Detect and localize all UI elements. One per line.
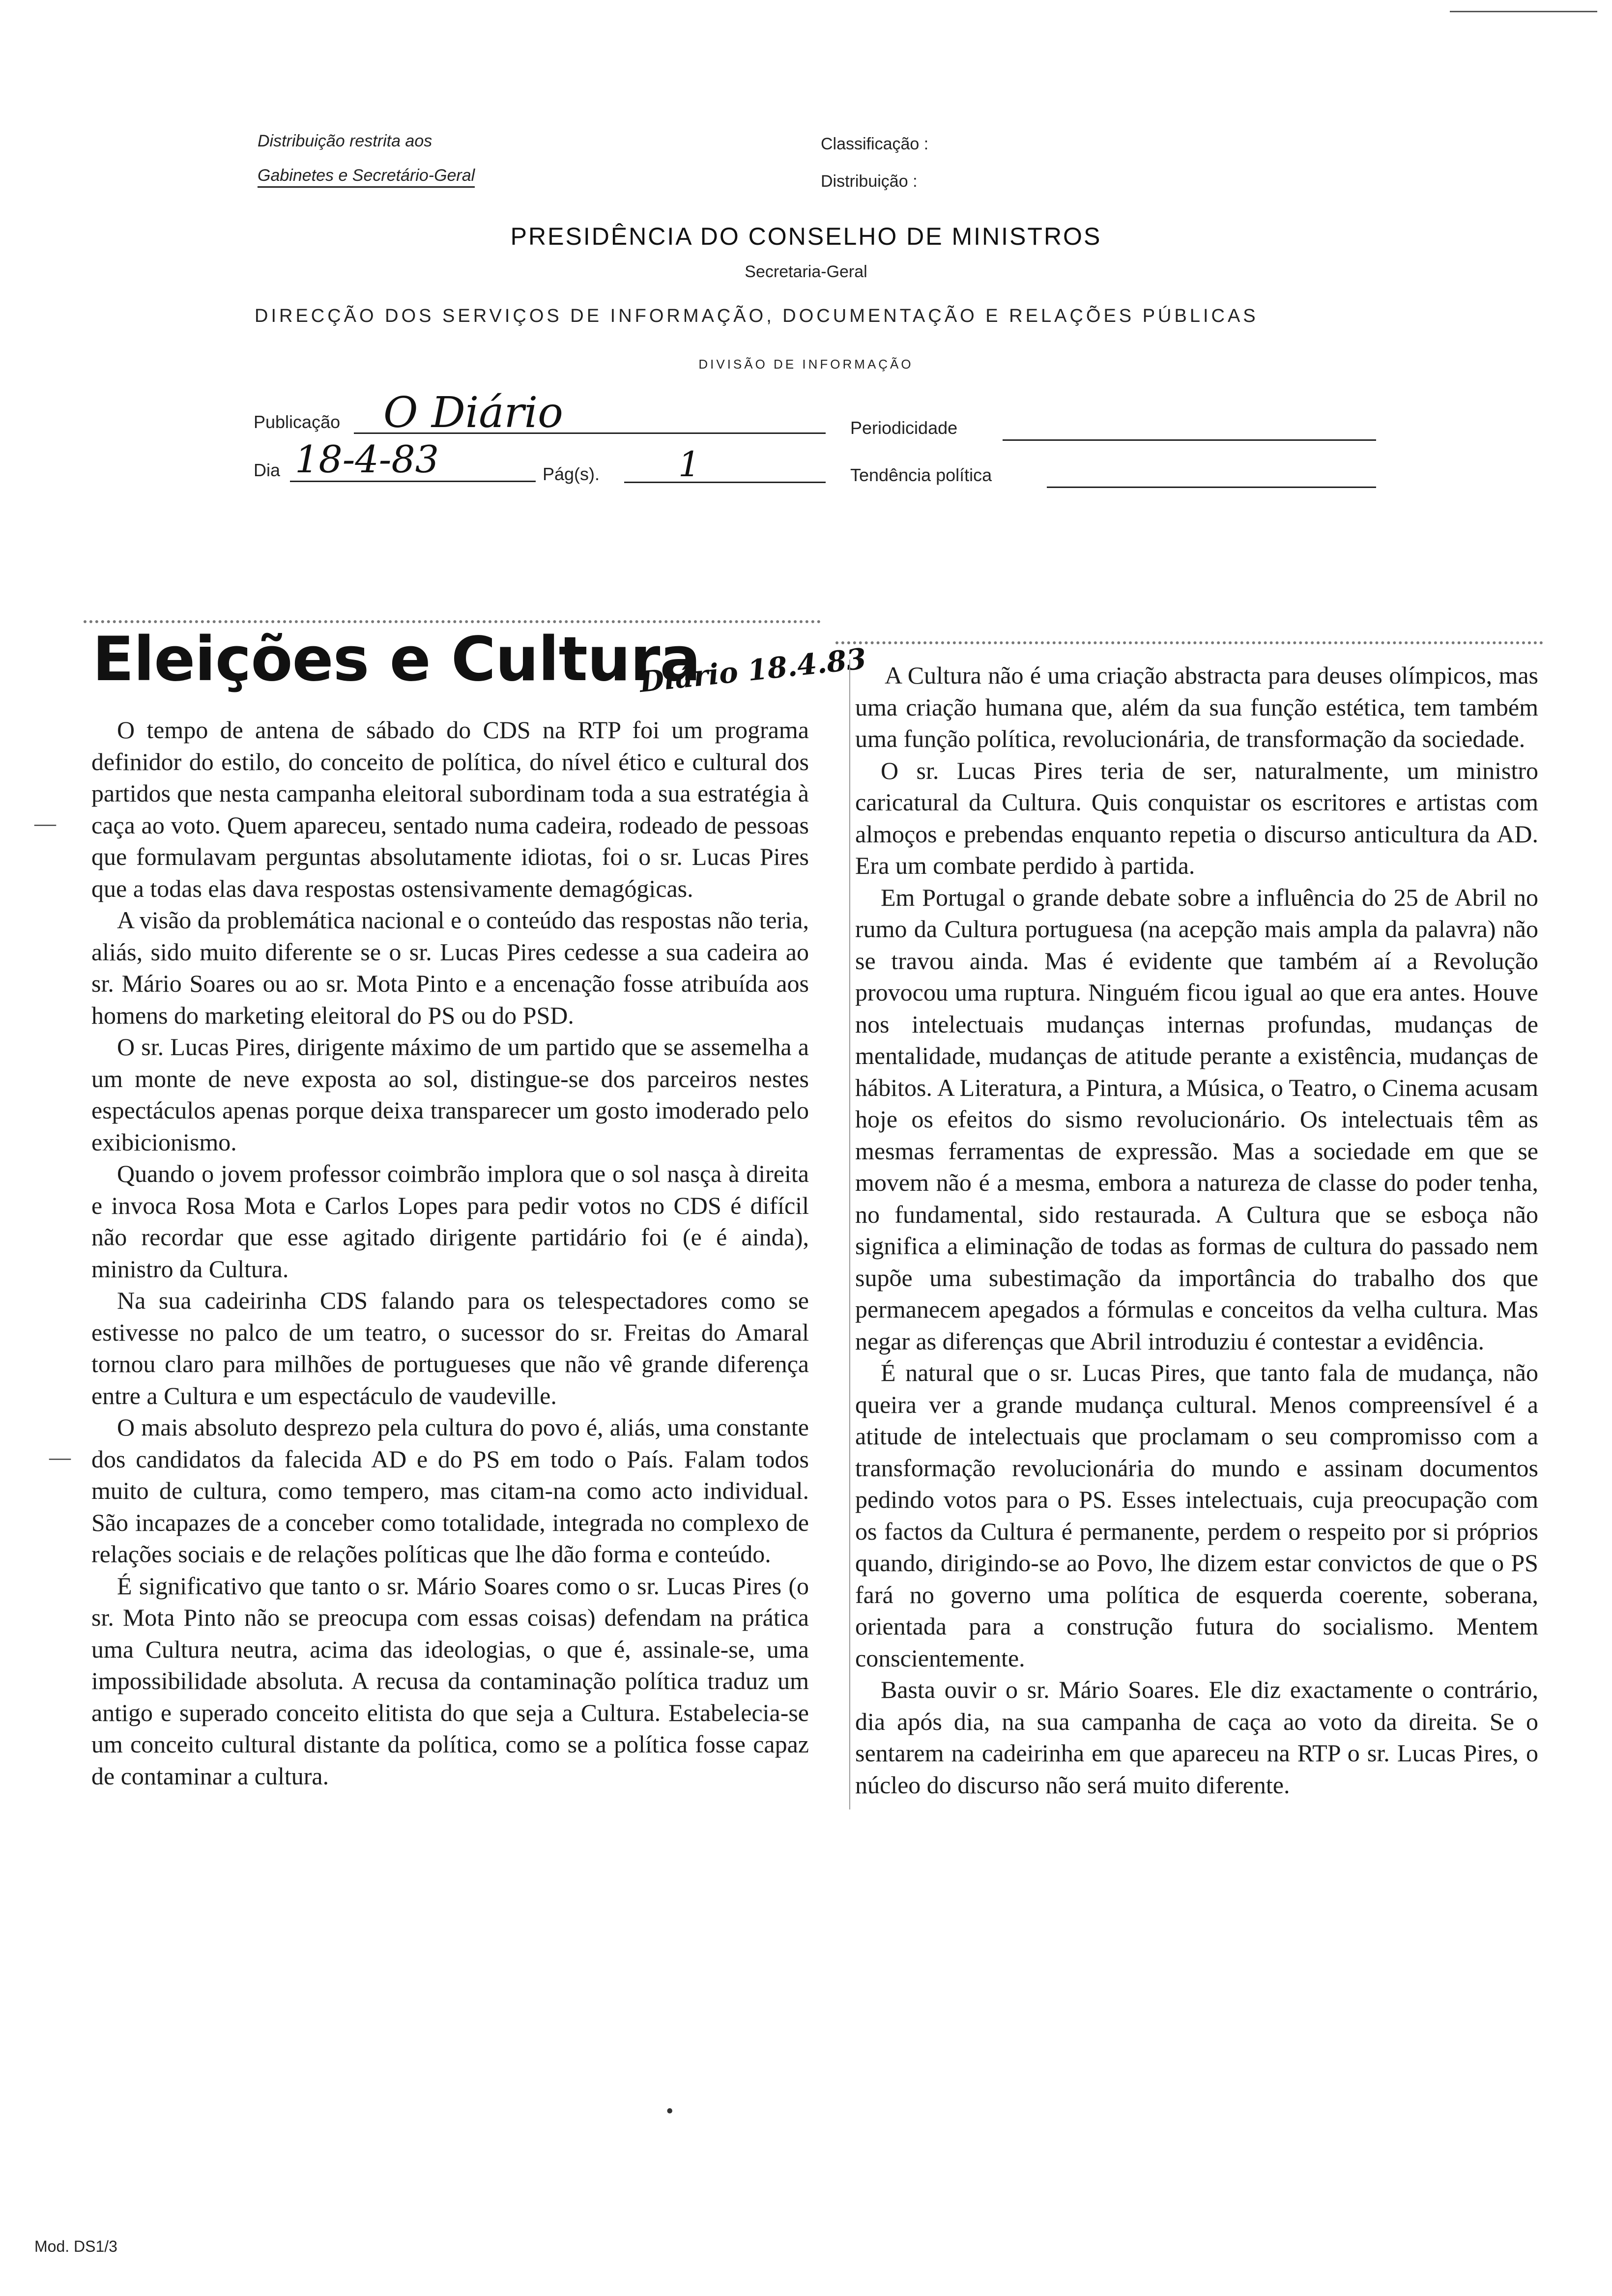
left-paragraph-7: É significativo que tanto o sr. Mário Soares como o sr. Lucas Pires (o sr. Mota Pinto não se preocupa com essas coisas) defendam na prática uma Cultura neutra, acima das ideologias, o que é, assinale-se, uma impossibilidade absoluta. A recusa da contaminação política traduz um antigo e superado conceito elitista do que seja a Cultura. Estabelecia-se um conceito cultural distante da política, como se a política fosse capaz de contaminar a cultura. <box>91 1572 809 1790</box>
left-paragraph-5: Na sua cadeirinha CDS falando para os telespectadores como se estivesse no palco de um teatro, o sucessor do sr. Freitas do Amaral tornou claro para milhões de portugueses que não vê grande diferença entre a Cultura e um espectáculo de vaudeville. <box>91 1287 809 1409</box>
left-paragraph-1: O tempo de antena de sábado do CDS na RTP foi um programa definidor do estilo, do conceito de política, do nível ético e cultural dos partidos que nesta campanha eleitoral subordinam toda a sua estratégia à caça ao voto. Quem apareceu, sentado numa cadeira, rodeado de pessoas que formulavam perguntas absolutamente idiotas, foi o sr. Lucas Pires que a todas elas dava respostas ostensivamente demagógicas. <box>91 716 809 902</box>
right-paragraph-2: O sr. Lucas Pires teria de ser, naturalmente, um ministro caricatural da Cultura. Quis conquistar os escritores e artistas com almoços e prebendas enquanto repetia o discurso anticultura da AD. Era um combate perdido à partida. <box>855 756 1538 879</box>
right-column-top-rule <box>835 641 1543 644</box>
pages-line <box>624 482 826 483</box>
form-code: Mod. DS1/3 <box>34 2238 117 2255</box>
margin-dot-mark: • <box>666 2099 674 2123</box>
division-name: DIVISÃO DE INFORMAÇÃO <box>698 357 914 372</box>
pages-label: Pág(s). <box>543 464 600 484</box>
classification-label: Classificação : <box>821 135 929 153</box>
left-paragraph-4: Quando o jovem professor coimbrão implora que o sol nasça à direita e invoca Rosa Mota e Carlos Lopes para pedir votos no CDS é difícil não recordar que esse agitado dirigente partidário foi (e é ainda), ministro da Cultura. <box>91 1160 809 1283</box>
pages-handwritten-value: 1 <box>678 444 700 485</box>
right-paragraph-5: Basta ouvir o sr. Mário Soares. Ele diz exactamente o contrário, dia após dia, na sua campanha de caça ao voto da direita. Se o sentarem na cadeirinha em que apareceu na RTP o sr. Lucas Pires, o núcleo do discurso não será muito diferente. <box>855 1676 1538 1799</box>
distribution-label: Distribuição : <box>821 172 918 191</box>
publication-handwritten-value: O Diário <box>383 388 563 437</box>
right-paragraph-3: Em Portugal o grande debate sobre a influência do 25 de Abril no rumo da Cultura portuguesa (na acepção mais ampla da palavra) não se travou ainda. Mas é evidente que também aí a Revolução provocou uma ruptura. Ninguém ficou igual ao que era antes. Houve nos intelectuais mudanças internas profundas, mudanças de mentalidade, mudanças de atitude perante a existência, mudanças de hábitos. A Literatura, a Pintura, a Música, o Teatro, o Cinema acusam hoje os efeitos do sismo revolucionário. Os intelectuais têm as mesmas ferramentas de expressão. Mas a sociedade em que se movem não é a mesma, embora a natureza de classe do poder tenha, no fundamental, sido restaurada. A Cultura que se esboça não significa a eliminação de todas as formas de cultura do passado nem supõe uma subestimação da importância do trabalho dos que permanecem apegados a fórmulas e conceitos da velha cultura. Mas negar as diferenças que Abril introduziu é contestar a evidência. <box>855 883 1538 1355</box>
article-left-column <box>91 714 809 2009</box>
margin-dash-mark: — <box>49 1445 71 1469</box>
tendency-label: Tendência política <box>850 465 992 485</box>
left-paragraph-6: O mais absoluto desprezo pela cultura do povo é, aliás, uma constante dos candidatos da falecida AD e do PS em todo o País. Falam todos muito de cultura, como tempero, mas citam-na como acto individual. São incapazes de a conceber como totalidade, integrada no complexo de relações sociais e de relações políticas que lhe dão forma e conteúdo. <box>91 1413 809 1568</box>
day-label: Dia <box>254 460 281 480</box>
scan-artifact-line <box>1450 11 1597 12</box>
distribution-restriction-line2: Gabinetes e Secretário-Geral <box>258 166 475 188</box>
office-title: PRESIDÊNCIA DO CONSELHO DE MINISTROS <box>510 223 1102 250</box>
margin-dash-mark: — <box>34 811 56 835</box>
left-paragraph-2: A visão da problemática nacional e o conteúdo das respostas não teria, aliás, sido muito diferente se o sr. Lucas Pires cedesse a sua cadeira ao sr. Mário Soares ou ao sr. Mota Pinto e a encenação fosse atribuída aos homens do marketing eleitoral do PS ou do PSD. <box>91 906 809 1029</box>
periodicity-label: Periodicidade <box>850 418 958 438</box>
department-name: DIRECÇÃO DOS SERVIÇOS DE INFORMAÇÃO, DOCUMENTAÇÃO E RELAÇÕES PÚBLICAS <box>255 306 1259 326</box>
title-top-rule <box>84 620 821 623</box>
publication-label: Publicação <box>254 412 341 432</box>
article-right-column <box>849 660 1538 1809</box>
day-handwritten-value: 18-4-83 <box>295 437 439 481</box>
tendency-line <box>1047 487 1376 488</box>
handwritten-source-annotation: Diário 18.4.83 <box>637 641 868 699</box>
article-title: Eleições e Cultura <box>92 624 701 695</box>
right-paragraph-1: A Cultura não é uma criação abstracta para deuses olímpicos, mas uma criação humana que, além da sua função estética, tem também uma função política, revolucionária, de transformação da sociedade. <box>855 661 1538 752</box>
left-paragraph-3: O sr. Lucas Pires, dirigente máximo de um partido que se assemelha a um monte de neve exposta ao sol, distingue-se dos parceiros nestes espectáculos apenas porque deixa transparecer um gosto imoderado pelo exibicionismo. <box>91 1033 809 1156</box>
office-subtitle: Secretaria-Geral <box>745 262 867 281</box>
periodicity-line <box>1003 439 1376 441</box>
distribution-restriction-line1: Distribuição restrita aos <box>258 132 432 150</box>
right-paragraph-4: É natural que o sr. Lucas Pires, que tanto fala de mudança, não queira ver a grande mudança cultural. Menos compreensível é a atitude de intelectuais que proclamam o seu compromisso com a transformação revolucionária do mundo e assinam documentos pedindo votos para o PS. Esses intelectuais, cuja preocupação com os factos da Cultura é permanente, perdem o respeito por si próprios quando, dirigindo-se ao Povo, lhe dizem estar convictos de que o PS fará no governo uma política de esquerda coerente, soberana, orientada para a construção futura do socialismo. Mentem conscientemente. <box>855 1359 1538 1672</box>
